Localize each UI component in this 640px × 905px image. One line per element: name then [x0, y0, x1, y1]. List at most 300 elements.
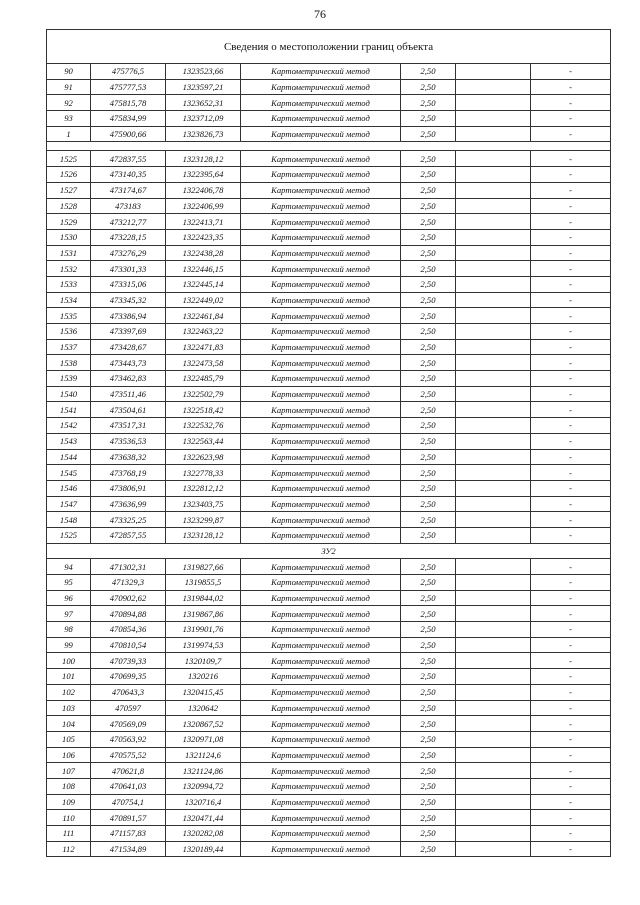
table-row	[47, 126, 611, 142]
cell-coord-y: 1322463,22	[166, 324, 241, 340]
cell-description	[456, 684, 531, 700]
cell-coord-y: 1322518,42	[166, 402, 241, 418]
cell-accuracy: 2,50	[401, 182, 456, 198]
cell-coord-y: 1323523,66	[166, 64, 241, 80]
cell-coord-y: 1319867,86	[166, 606, 241, 622]
cell-accuracy: 2,50	[401, 339, 456, 355]
cell-note: -	[531, 810, 611, 826]
cell-coord-y: 1320994,72	[166, 778, 241, 794]
cell-note: -	[531, 355, 611, 371]
cell-coord-x: 473397,69	[91, 324, 166, 340]
cell-note: -	[531, 684, 611, 700]
cell-coord-x: 473325,25	[91, 512, 166, 528]
cell-coord-x: 470621,8	[91, 763, 166, 779]
table-row	[47, 449, 611, 465]
table-row	[47, 810, 611, 826]
cell-point-number: 1538	[47, 355, 91, 371]
cell-description	[456, 111, 531, 127]
cell-description	[456, 496, 531, 512]
cell-description	[456, 512, 531, 528]
cell-point-number: 1528	[47, 198, 91, 214]
table-row	[47, 64, 611, 80]
cell-description	[456, 637, 531, 653]
table-row	[47, 182, 611, 198]
cell-point-number: 1531	[47, 245, 91, 261]
boundary-table-container	[46, 29, 610, 857]
cell-coord-y: 1322563,44	[166, 433, 241, 449]
cell-coord-y: 1319855,5	[166, 575, 241, 591]
table-row	[47, 355, 611, 371]
cell-point-number: 90	[47, 64, 91, 80]
table-header-row	[47, 30, 611, 64]
cell-coord-y: 1322532,76	[166, 418, 241, 434]
cell-description	[456, 182, 531, 198]
table-row	[47, 214, 611, 230]
cell-coord-y: 1322473,58	[166, 355, 241, 371]
cell-description	[456, 308, 531, 324]
cell-coord-x: 471157,83	[91, 826, 166, 842]
cell-accuracy: 2,50	[401, 418, 456, 434]
cell-coord-y: 1322406,78	[166, 182, 241, 198]
cell-coord-y: 1323128,12	[166, 151, 241, 167]
cell-description	[456, 126, 531, 142]
cell-note: -	[531, 182, 611, 198]
cell-coord-x: 471534,89	[91, 841, 166, 857]
table-row	[47, 308, 611, 324]
cell-description	[456, 229, 531, 245]
cell-description	[456, 669, 531, 685]
cell-method: Картометрический метод	[241, 826, 401, 842]
cell-method: Картометрический метод	[241, 292, 401, 308]
cell-method: Картометрический метод	[241, 308, 401, 324]
cell-accuracy: 2,50	[401, 111, 456, 127]
cell-coord-x: 470569,09	[91, 716, 166, 732]
cell-point-number: 1527	[47, 182, 91, 198]
cell-accuracy: 2,50	[401, 606, 456, 622]
cell-accuracy: 2,50	[401, 496, 456, 512]
cell-note: -	[531, 167, 611, 183]
cell-accuracy: 2,50	[401, 512, 456, 528]
cell-coord-x: 473517,31	[91, 418, 166, 434]
cell-coord-x: 473511,46	[91, 386, 166, 402]
cell-coord-x: 470902,62	[91, 590, 166, 606]
cell-note: -	[531, 559, 611, 575]
cell-method: Картометрический метод	[241, 64, 401, 80]
cell-method: Картометрический метод	[241, 480, 401, 496]
cell-point-number: 92	[47, 95, 91, 111]
cell-note: -	[531, 95, 611, 111]
cell-description	[456, 79, 531, 95]
cell-description	[456, 622, 531, 638]
cell-method: Картометрический метод	[241, 167, 401, 183]
cell-accuracy: 2,50	[401, 653, 456, 669]
cell-accuracy: 2,50	[401, 167, 456, 183]
cell-coord-x: 475834,99	[91, 111, 166, 127]
cell-coord-y: 1322449,02	[166, 292, 241, 308]
cell-note: -	[531, 763, 611, 779]
cell-coord-x: 473301,33	[91, 261, 166, 277]
cell-note: -	[531, 622, 611, 638]
cell-method: Картометрический метод	[241, 637, 401, 653]
cell-coord-x: 470810,54	[91, 637, 166, 653]
cell-description	[456, 245, 531, 261]
cell-note: -	[531, 465, 611, 481]
cell-accuracy: 2,50	[401, 684, 456, 700]
table-row	[47, 590, 611, 606]
cell-description	[456, 465, 531, 481]
table-row	[47, 79, 611, 95]
cell-coord-x: 470754,1	[91, 794, 166, 810]
cell-point-number: 1546	[47, 480, 91, 496]
cell-description	[456, 355, 531, 371]
cell-accuracy: 2,50	[401, 95, 456, 111]
cell-coord-y: 1322471,83	[166, 339, 241, 355]
cell-accuracy: 2,50	[401, 480, 456, 496]
cell-accuracy: 2,50	[401, 716, 456, 732]
cell-coord-x: 472837,55	[91, 151, 166, 167]
cell-point-number: 1545	[47, 465, 91, 481]
table-row	[47, 245, 611, 261]
cell-coord-y: 1322812,12	[166, 480, 241, 496]
cell-point-number: 1537	[47, 339, 91, 355]
cell-note: -	[531, 111, 611, 127]
cell-method: Картометрический метод	[241, 111, 401, 127]
cell-method: Картометрический метод	[241, 527, 401, 543]
cell-method: Картометрический метод	[241, 433, 401, 449]
cell-point-number: 100	[47, 653, 91, 669]
cell-note: -	[531, 386, 611, 402]
cell-note: -	[531, 339, 611, 355]
cell-coord-x: 473212,77	[91, 214, 166, 230]
cell-coord-x: 473428,67	[91, 339, 166, 355]
cell-accuracy: 2,50	[401, 778, 456, 794]
cell-description	[456, 386, 531, 402]
cell-accuracy: 2,50	[401, 308, 456, 324]
cell-note: -	[531, 79, 611, 95]
cell-accuracy: 2,50	[401, 700, 456, 716]
cell-point-number: 94	[47, 559, 91, 575]
cell-method: Картометрический метод	[241, 245, 401, 261]
table-row	[47, 402, 611, 418]
cell-point-number: 106	[47, 747, 91, 763]
cell-coord-x: 470597	[91, 700, 166, 716]
table-row	[47, 653, 611, 669]
cell-coord-x: 475815,78	[91, 95, 166, 111]
cell-coord-y: 1319974,53	[166, 637, 241, 653]
cell-coord-y: 1322461,84	[166, 308, 241, 324]
cell-point-number: 96	[47, 590, 91, 606]
cell-method: Картометрический метод	[241, 841, 401, 857]
cell-accuracy: 2,50	[401, 747, 456, 763]
cell-coord-y: 1322485,79	[166, 371, 241, 387]
cell-method: Картометрический метод	[241, 386, 401, 402]
cell-description	[456, 716, 531, 732]
cell-coord-x: 473638,32	[91, 449, 166, 465]
cell-description	[456, 449, 531, 465]
cell-accuracy: 2,50	[401, 527, 456, 543]
cell-method: Картометрический метод	[241, 622, 401, 638]
cell-note: -	[531, 841, 611, 857]
cell-accuracy: 2,50	[401, 198, 456, 214]
cell-coord-x: 470894,88	[91, 606, 166, 622]
cell-accuracy: 2,50	[401, 64, 456, 80]
cell-point-number: 1542	[47, 418, 91, 434]
table-row	[47, 480, 611, 496]
cell-note: -	[531, 527, 611, 543]
cell-point-number: 102	[47, 684, 91, 700]
cell-description	[456, 826, 531, 842]
cell-coord-x: 475777,53	[91, 79, 166, 95]
cell-description	[456, 276, 531, 292]
cell-point-number: 109	[47, 794, 91, 810]
cell-method: Картометрический метод	[241, 229, 401, 245]
cell-point-number: 95	[47, 575, 91, 591]
cell-coord-y: 1322623,98	[166, 449, 241, 465]
table-row	[47, 433, 611, 449]
cell-note: -	[531, 449, 611, 465]
cell-description	[456, 700, 531, 716]
cell-coord-x: 473315,06	[91, 276, 166, 292]
cell-accuracy: 2,50	[401, 465, 456, 481]
cell-coord-y: 1320867,52	[166, 716, 241, 732]
cell-method: Картометрический метод	[241, 653, 401, 669]
cell-point-number: 98	[47, 622, 91, 638]
cell-note: -	[531, 778, 611, 794]
cell-coord-x: 473462,83	[91, 371, 166, 387]
cell-coord-x: 471302,31	[91, 559, 166, 575]
cell-accuracy: 2,50	[401, 433, 456, 449]
table-row	[47, 418, 611, 434]
table-row	[47, 261, 611, 277]
cell-coord-x: 473228,15	[91, 229, 166, 245]
cell-description	[456, 339, 531, 355]
cell-accuracy: 2,50	[401, 371, 456, 387]
cell-point-number: 1536	[47, 324, 91, 340]
cell-point-number: 1534	[47, 292, 91, 308]
cell-point-number: 1532	[47, 261, 91, 277]
cell-coord-x: 473276,29	[91, 245, 166, 261]
cell-coord-x: 473345,32	[91, 292, 166, 308]
cell-point-number: 110	[47, 810, 91, 826]
cell-note: -	[531, 731, 611, 747]
table-row	[47, 371, 611, 387]
cell-point-number: 1548	[47, 512, 91, 528]
cell-description	[456, 151, 531, 167]
cell-point-number: 1543	[47, 433, 91, 449]
cell-note: -	[531, 637, 611, 653]
cell-note: -	[531, 496, 611, 512]
cell-point-number: 112	[47, 841, 91, 857]
cell-coord-y: 1322446,15	[166, 261, 241, 277]
cell-accuracy: 2,50	[401, 622, 456, 638]
cell-description	[456, 64, 531, 80]
cell-point-number: 1541	[47, 402, 91, 418]
cell-method: Картометрический метод	[241, 496, 401, 512]
cell-point-number: 93	[47, 111, 91, 127]
cell-method: Картометрический метод	[241, 747, 401, 763]
cell-method: Картометрический метод	[241, 590, 401, 606]
separator-cell	[47, 142, 611, 151]
table-row	[47, 778, 611, 794]
cell-note: -	[531, 402, 611, 418]
cell-point-number: 97	[47, 606, 91, 622]
cell-coord-x: 470699,35	[91, 669, 166, 685]
cell-accuracy: 2,50	[401, 637, 456, 653]
cell-description	[456, 575, 531, 591]
cell-point-number: 1529	[47, 214, 91, 230]
cell-note: -	[531, 747, 611, 763]
cell-method: Картометрический метод	[241, 198, 401, 214]
cell-accuracy: 2,50	[401, 669, 456, 685]
table-row	[47, 276, 611, 292]
cell-note: -	[531, 64, 611, 80]
cell-method: Картометрический метод	[241, 276, 401, 292]
cell-accuracy: 2,50	[401, 292, 456, 308]
cell-coord-y: 1321124,86	[166, 763, 241, 779]
table-row	[47, 465, 611, 481]
cell-point-number: 105	[47, 731, 91, 747]
cell-description	[456, 810, 531, 826]
table-row	[47, 637, 611, 653]
table-row	[47, 496, 611, 512]
cell-note: -	[531, 826, 611, 842]
cell-point-number: 1544	[47, 449, 91, 465]
cell-description	[456, 167, 531, 183]
cell-note: -	[531, 418, 611, 434]
cell-coord-x: 470643,3	[91, 684, 166, 700]
cell-method: Картометрический метод	[241, 465, 401, 481]
cell-coord-y: 1323712,09	[166, 111, 241, 127]
cell-note: -	[531, 229, 611, 245]
table-row	[47, 95, 611, 111]
table-row	[47, 527, 611, 543]
table-row	[47, 292, 611, 308]
cell-accuracy: 2,50	[401, 590, 456, 606]
cell-note: -	[531, 324, 611, 340]
cell-method: Картометрический метод	[241, 559, 401, 575]
table-row	[47, 198, 611, 214]
cell-description	[456, 653, 531, 669]
cell-point-number: 108	[47, 778, 91, 794]
cell-method: Картометрический метод	[241, 151, 401, 167]
cell-description	[456, 606, 531, 622]
cell-note: -	[531, 276, 611, 292]
table-row	[47, 669, 611, 685]
cell-coord-x: 473174,67	[91, 182, 166, 198]
cell-note: -	[531, 261, 611, 277]
table-row	[47, 622, 611, 638]
cell-point-number: 107	[47, 763, 91, 779]
cell-method: Картометрический метод	[241, 763, 401, 779]
cell-note: -	[531, 292, 611, 308]
cell-description	[456, 731, 531, 747]
table-row	[47, 700, 611, 716]
cell-note: -	[531, 794, 611, 810]
cell-accuracy: 2,50	[401, 826, 456, 842]
cell-coord-x: 473183	[91, 198, 166, 214]
cell-coord-x: 473386,94	[91, 308, 166, 324]
cell-description	[456, 95, 531, 111]
table-title: Сведения о местоположении границ объекта	[47, 30, 611, 64]
cell-coord-y: 1322502,79	[166, 386, 241, 402]
table-row	[47, 339, 611, 355]
cell-description	[456, 402, 531, 418]
cell-description	[456, 214, 531, 230]
cell-accuracy: 2,50	[401, 810, 456, 826]
cell-method: Картометрический метод	[241, 418, 401, 434]
cell-accuracy: 2,50	[401, 126, 456, 142]
cell-method: Картометрический метод	[241, 371, 401, 387]
cell-method: Картометрический метод	[241, 182, 401, 198]
cell-method: Картометрический метод	[241, 261, 401, 277]
cell-method: Картометрический метод	[241, 126, 401, 142]
cell-accuracy: 2,50	[401, 559, 456, 575]
cell-method: Картометрический метод	[241, 324, 401, 340]
cell-coord-x: 473443,73	[91, 355, 166, 371]
cell-coord-y: 1322406,99	[166, 198, 241, 214]
cell-description	[456, 590, 531, 606]
cell-method: Картометрический метод	[241, 700, 401, 716]
cell-accuracy: 2,50	[401, 79, 456, 95]
cell-point-number: 1	[47, 126, 91, 142]
cell-coord-y: 1323826,73	[166, 126, 241, 142]
cell-description	[456, 778, 531, 794]
cell-coord-x: 472857,55	[91, 527, 166, 543]
table-row	[47, 606, 611, 622]
cell-note: -	[531, 245, 611, 261]
cell-point-number: 91	[47, 79, 91, 95]
cell-point-number: 99	[47, 637, 91, 653]
table-row	[47, 111, 611, 127]
cell-description	[456, 794, 531, 810]
cell-coord-y: 1323652,31	[166, 95, 241, 111]
cell-note: -	[531, 512, 611, 528]
group-label: ЗУ2	[47, 543, 611, 559]
cell-point-number: 1525	[47, 527, 91, 543]
cell-coord-x: 473140,35	[91, 167, 166, 183]
cell-accuracy: 2,50	[401, 245, 456, 261]
cell-point-number: 1540	[47, 386, 91, 402]
cell-coord-y: 1320189,44	[166, 841, 241, 857]
cell-point-number: 101	[47, 669, 91, 685]
cell-coord-y: 1320716,4	[166, 794, 241, 810]
cell-method: Картометрический метод	[241, 716, 401, 732]
cell-method: Картометрический метод	[241, 402, 401, 418]
cell-coord-y: 1323299,87	[166, 512, 241, 528]
cell-coord-x: 473636,99	[91, 496, 166, 512]
cell-accuracy: 2,50	[401, 575, 456, 591]
cell-point-number: 1530	[47, 229, 91, 245]
cell-coord-y: 1321124,6	[166, 747, 241, 763]
table-row	[47, 826, 611, 842]
cell-coord-x: 470563,92	[91, 731, 166, 747]
cell-coord-y: 1320471,44	[166, 810, 241, 826]
cell-description	[456, 198, 531, 214]
cell-coord-y: 1319844,02	[166, 590, 241, 606]
page-number: 76	[314, 7, 326, 21]
cell-coord-x: 470575,52	[91, 747, 166, 763]
cell-accuracy: 2,50	[401, 402, 456, 418]
cell-description	[456, 480, 531, 496]
cell-method: Картометрический метод	[241, 794, 401, 810]
cell-note: -	[531, 214, 611, 230]
cell-method: Картометрический метод	[241, 575, 401, 591]
cell-point-number: 111	[47, 826, 91, 842]
cell-point-number: 1526	[47, 167, 91, 183]
cell-accuracy: 2,50	[401, 324, 456, 340]
cell-coord-y: 1322438,28	[166, 245, 241, 261]
cell-accuracy: 2,50	[401, 841, 456, 857]
